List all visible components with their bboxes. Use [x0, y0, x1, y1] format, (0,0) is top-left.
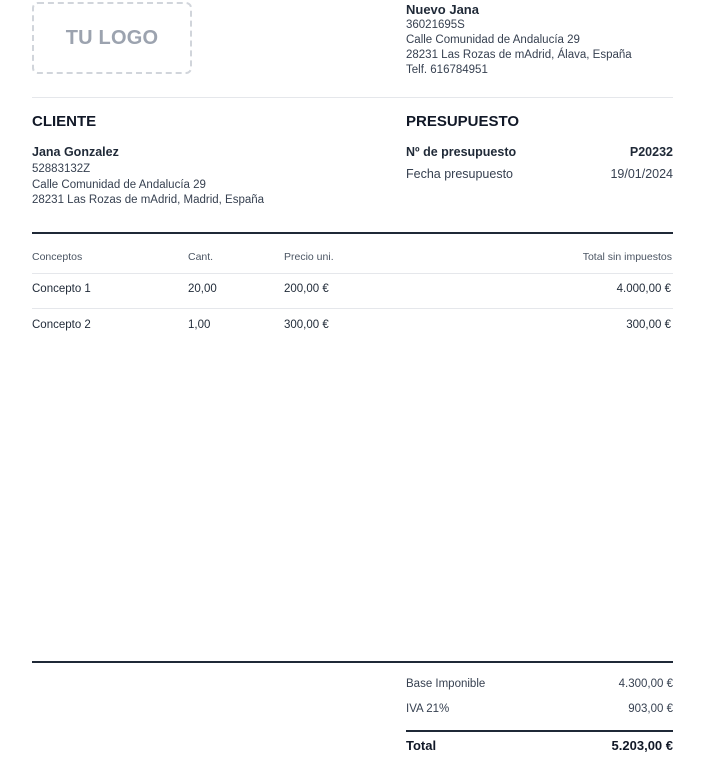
row-concept: Concepto 1: [32, 283, 91, 295]
quote-number-row: [406, 145, 673, 159]
table-row: [32, 273, 673, 308]
client-address-line-1: Calle Comunidad de Andalucía 29: [32, 178, 206, 191]
subtotal-label: Base Imponible: [406, 678, 486, 690]
tax-value: 903,00 €: [628, 703, 673, 715]
quote-number-label: Nº de presupuesto: [406, 145, 517, 159]
quote-date-label: Fecha presupuesto: [406, 167, 514, 181]
client-address-line-2: 28231 Las Rozas de mAdrid, Madrid, España: [32, 194, 265, 206]
quote-section-title: PRESUPUESTO: [406, 113, 520, 130]
client-section-title: CLIENTE: [32, 113, 97, 130]
subtotal-value: 4.300,00 €: [618, 678, 673, 690]
client-name: Jana Gonzalez: [32, 145, 119, 159]
row-total: 4.000,00 €: [616, 283, 671, 295]
total-value: 5.203,00 €: [611, 738, 673, 753]
row-total: 300,00 €: [626, 319, 671, 331]
issuer-block: [406, 2, 676, 78]
row-unit-price: 300,00 €: [284, 319, 329, 331]
issuer-phone: Telf. 616784951: [406, 64, 488, 76]
quote-date-row: [406, 167, 673, 181]
totals-top-divider: [32, 661, 673, 663]
column-header-quantity: Cant.: [188, 251, 214, 263]
subtotal-row: [406, 678, 673, 690]
issuer-name: Nuevo Jana: [406, 2, 479, 17]
total-label: Total: [406, 738, 437, 753]
issuer-address-line-1: Calle Comunidad de Andalucía 29: [406, 34, 580, 46]
column-header-concepts: Conceptos: [32, 251, 83, 263]
row-concept: Concepto 2: [32, 319, 91, 331]
total-row: [406, 738, 673, 753]
column-header-total-before-tax: Total sin impuestos: [582, 251, 672, 263]
logo-placeholder: [32, 2, 192, 74]
client-tax-id: 52883132Z: [32, 163, 91, 175]
issuer-tax-id: 36021695S: [406, 19, 465, 31]
row-unit-price: 200,00 €: [284, 283, 329, 295]
tax-label: IVA 21%: [406, 703, 450, 715]
table-row: [32, 309, 673, 344]
row-quantity: 1,00: [188, 319, 211, 331]
header-divider: [32, 97, 673, 98]
logo-text: TU LOGO: [65, 26, 159, 49]
tax-row: [406, 703, 673, 715]
quote-date-value: 19/01/2024: [610, 167, 673, 181]
issuer-address-line-2: 28231 Las Rozas de mAdrid, Álava, España: [406, 49, 632, 61]
quote-number-value: P20232: [629, 145, 673, 159]
column-header-unit-price: Precio uni.: [284, 251, 334, 263]
table-top-divider: [32, 232, 673, 234]
client-block: [32, 145, 352, 209]
row-quantity: 20,00: [188, 283, 217, 295]
total-divider: [406, 730, 673, 732]
